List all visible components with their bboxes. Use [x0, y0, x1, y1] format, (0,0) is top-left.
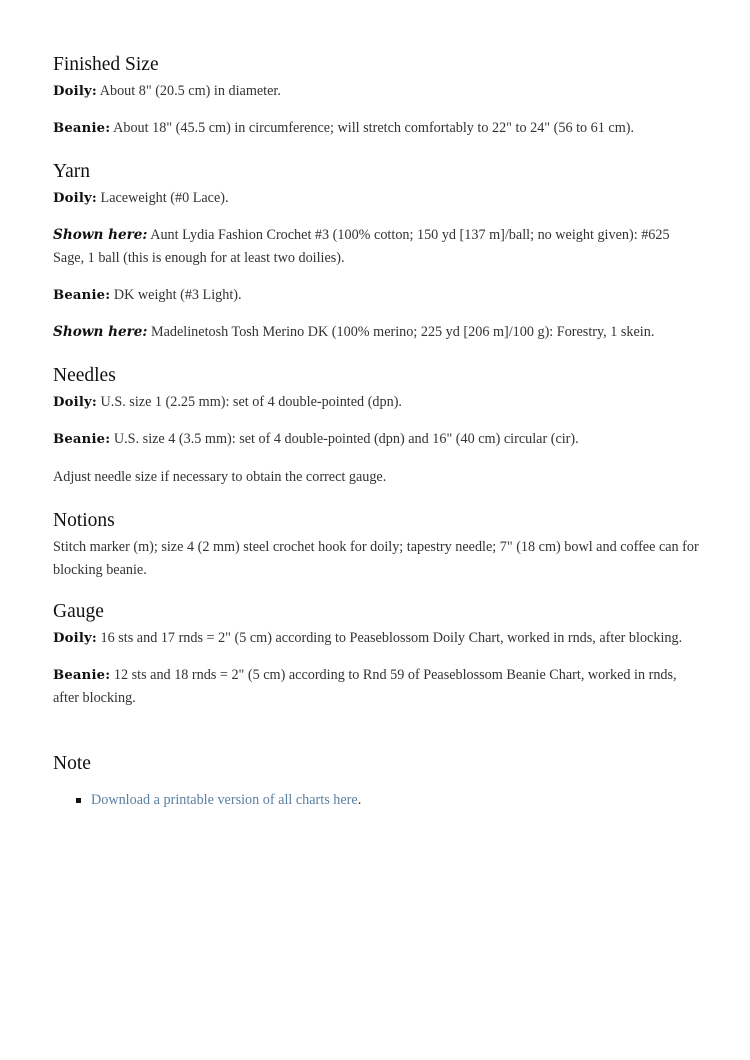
gauge-heading: Gauge	[53, 601, 104, 622]
yarn-doily-shown-text: Aunt Lydia Fashion Crochet #3 (100% cotton; 150 yd [137 m]/ball; no weight given): #625 Sage, 1 ball (this is enough for at least two doilies).	[53, 227, 670, 266]
gauge-beanie	[53, 664, 703, 710]
beanie-label: Beanie:	[53, 432, 111, 447]
shown-here-label: Shown here:	[53, 227, 148, 243]
notions-section	[53, 508, 703, 582]
needles-section	[53, 363, 703, 489]
yarn-section	[53, 159, 703, 344]
needles-beanie-text: U.S. size 4 (3.5 mm): set of 4 double-pointed (dpn) and 16" (40 cm) circular (cir).	[113, 431, 579, 447]
finished-size-beanie-text: About 18" (45.5 cm) in circumference; will stretch comfortably to 22" to 24" (56 to 61 cm).	[113, 120, 635, 136]
list-item	[53, 789, 703, 812]
bullet-icon	[76, 798, 81, 803]
doily-label: Doily:	[53, 191, 97, 206]
needles-adjust-note: Adjust needle size if necessary to obtain the correct gauge.	[53, 469, 387, 485]
yarn-doily-shown	[53, 224, 703, 270]
note-heading: Note	[53, 753, 91, 774]
notions-text: Stitch marker (m); size 4 (2 mm) steel crochet hook for doily; tapestry needle; 7" (18 cm) bowl and coffee can for blocking beanie.	[53, 539, 699, 578]
finished-size-doily	[53, 80, 703, 103]
needles-doily-text: U.S. size 1 (2.25 mm): set of 4 double-pointed (dpn).	[100, 394, 402, 410]
beanie-label: Beanie:	[53, 121, 111, 136]
needles-doily	[53, 391, 703, 414]
doily-label: Doily:	[53, 395, 97, 410]
note-section	[53, 751, 703, 812]
finished-size-doily-text: About 8" (20.5 cm) in diameter.	[99, 83, 281, 99]
yarn-beanie-text: DK weight (#3 Light).	[113, 287, 242, 303]
gauge-section	[53, 599, 703, 710]
yarn-beanie	[53, 284, 703, 307]
doily-label: Doily:	[53, 84, 97, 99]
needles-beanie	[53, 428, 703, 451]
finished-size-heading: Finished Size	[53, 54, 159, 75]
yarn-beanie-shown-text: Madelinetosh Tosh Merino DK (100% merino; 225 yd [206 m]/100 g): Forestry, 1 skein.	[151, 324, 655, 340]
beanie-label: Beanie:	[53, 668, 111, 683]
gauge-beanie-text: 12 sts and 18 rnds = 2" (5 cm) according to Rnd 59 of Peaseblossom Beanie Chart, worked in rnds, after blocking.	[53, 667, 677, 706]
yarn-doily	[53, 187, 703, 210]
link-trailing-period: .	[357, 792, 362, 808]
download-charts-link[interactable]: Download a printable version of all charts here	[91, 792, 358, 808]
beanie-label: Beanie:	[53, 288, 111, 303]
finished-size-beanie	[53, 117, 703, 140]
yarn-doily-text: Laceweight (#0 Lace).	[100, 190, 229, 206]
finished-size-section	[53, 52, 703, 140]
note-list	[53, 789, 703, 812]
yarn-beanie-shown	[53, 321, 703, 344]
yarn-heading: Yarn	[53, 161, 91, 182]
shown-here-label: Shown here:	[53, 324, 148, 340]
gauge-doily-text: 16 sts and 17 rnds = 2" (5 cm) according to Peaseblossom Doily Chart, worked in rnds, after blocking.	[100, 630, 683, 646]
needles-heading: Needles	[53, 365, 116, 386]
gauge-doily	[53, 627, 703, 650]
doily-label: Doily:	[53, 631, 97, 646]
notions-heading: Notions	[53, 510, 115, 531]
